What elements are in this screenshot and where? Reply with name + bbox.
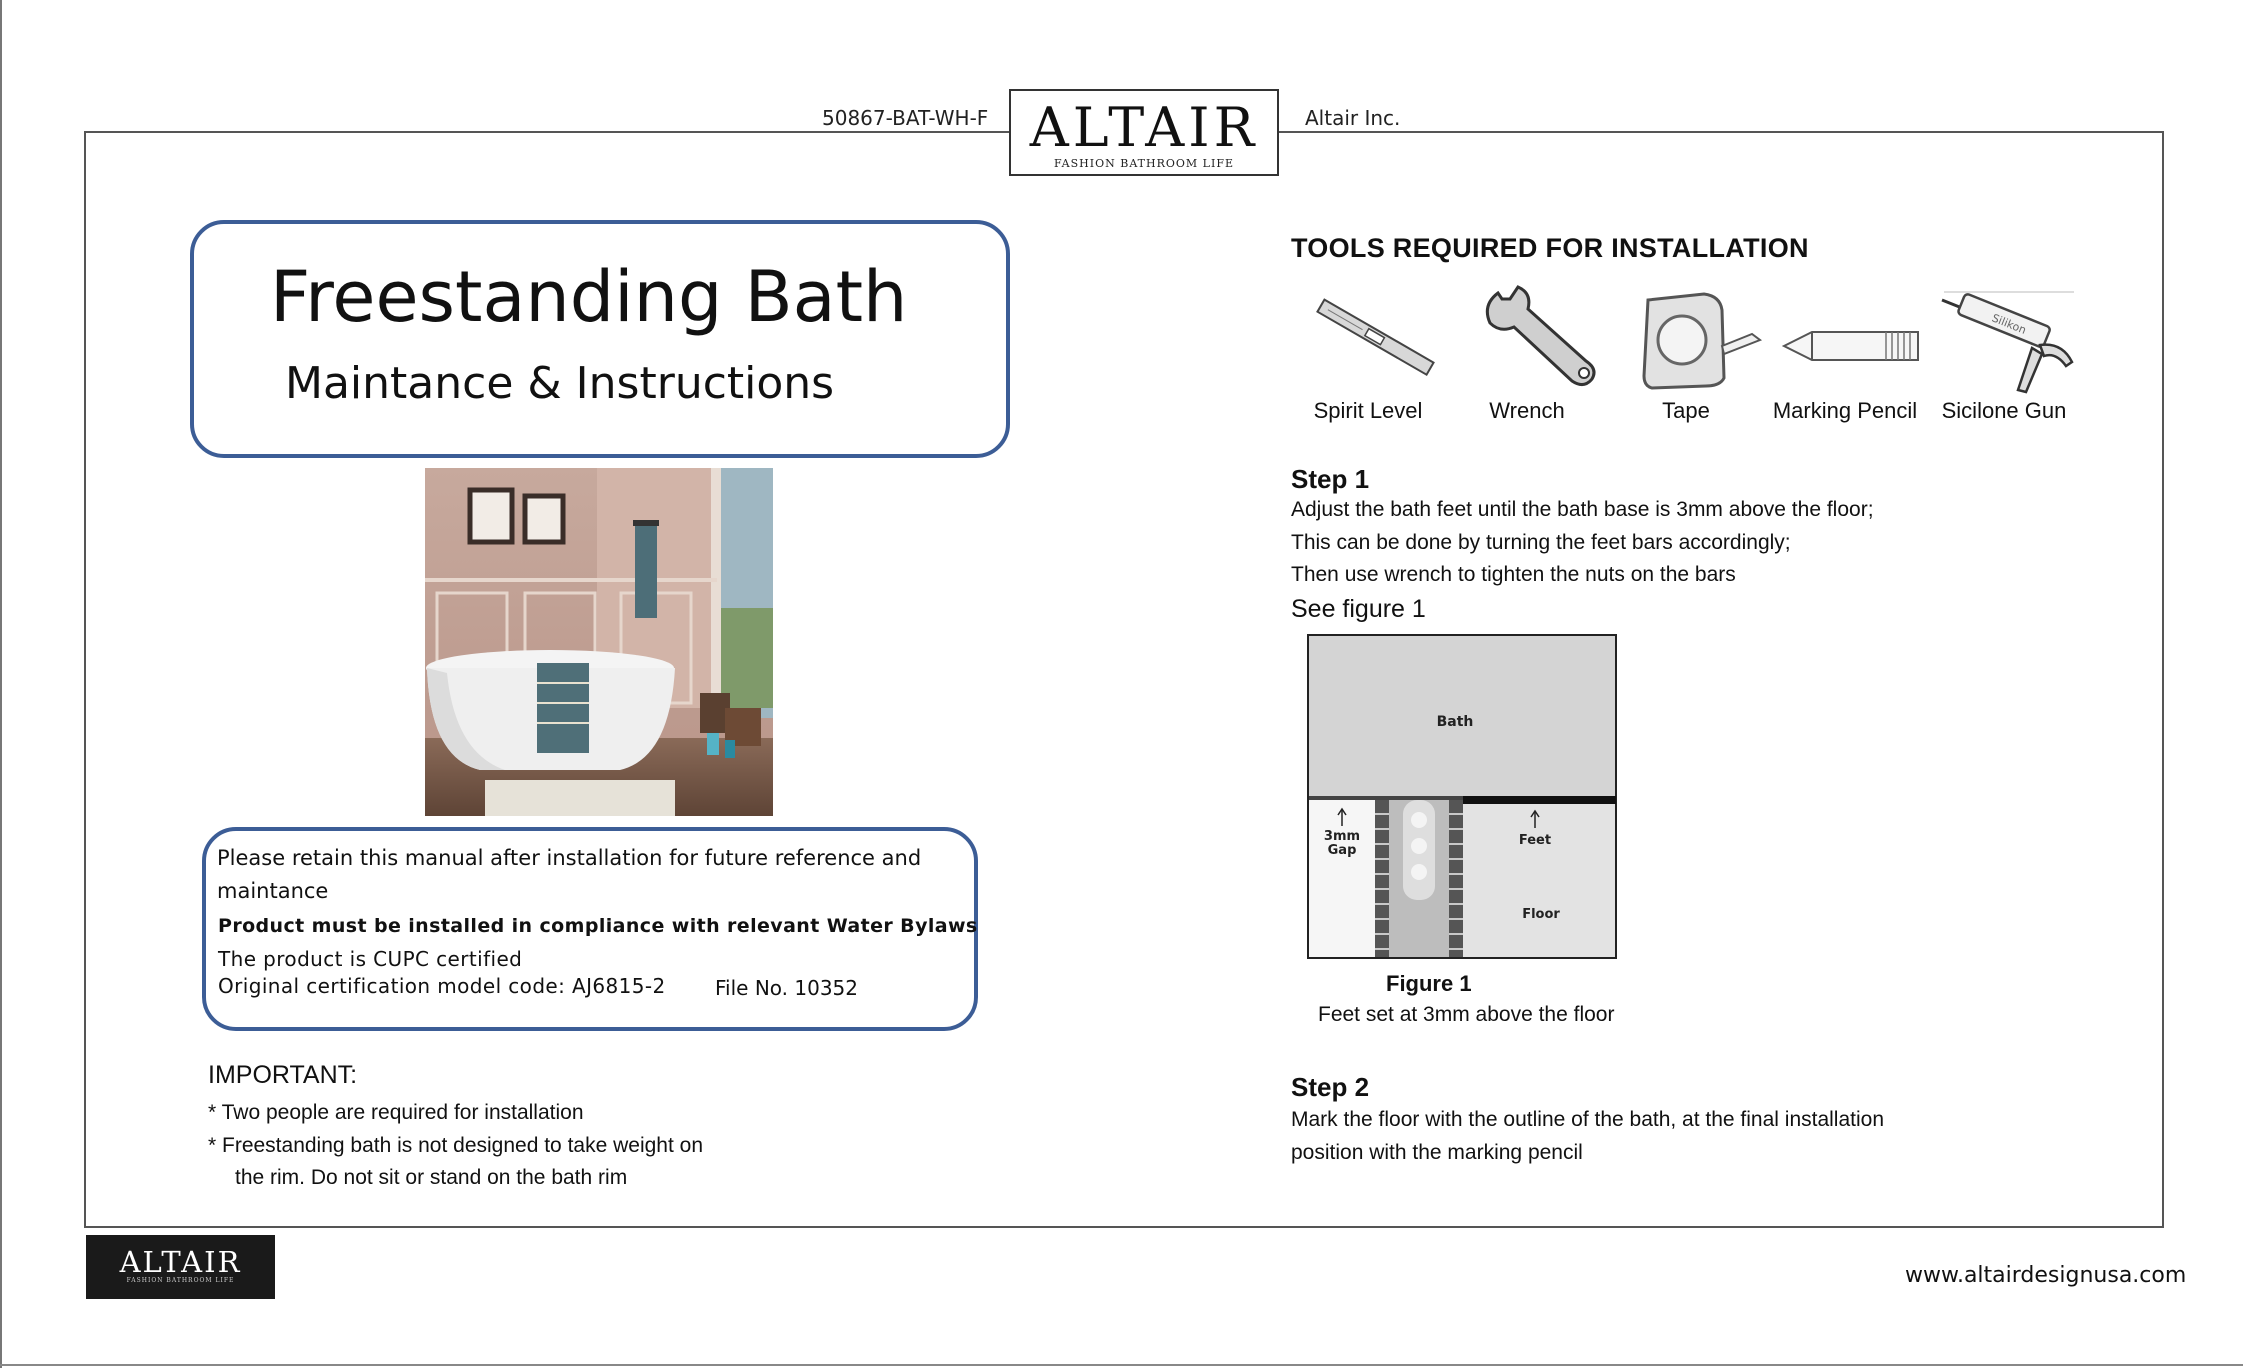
tool-label-silicone-gun: Sicilone Gun: [1941, 398, 2067, 423]
pencil-icon: [1782, 328, 1922, 369]
notice-compliance: Product must be installed in compliance with relevant Water Bylaws: [218, 915, 978, 937]
step2-line: Mark the floor with the outline of the bath, at the final installation: [1291, 1108, 1885, 1131]
step2-title: Step 2: [1291, 1072, 1370, 1102]
header-logo-tagline: FASHION BATHROOM LIFE: [1054, 157, 1234, 170]
step1-line: Adjust the bath feet until the bath base is 3mm above the floor;: [1291, 498, 1874, 521]
page-bottom-edge: [0, 1364, 2243, 1366]
header-logo: [1009, 89, 1279, 176]
notice-retain-line-2: maintance: [217, 879, 329, 903]
notice-model-code: Original certification model code: AJ6815-2: [218, 974, 666, 998]
step2-line: position with the marking pencil: [1291, 1141, 1583, 1164]
figure-label-feet: Feet: [1518, 833, 1552, 848]
footer-logo-word: ALTAIR: [119, 1245, 242, 1279]
notice-certified: The product is CUPC certified: [218, 947, 523, 971]
page-title: Freestanding Bath: [270, 256, 908, 338]
silicone-gun-icon: [1940, 290, 2080, 400]
spirit-level-icon: [1310, 298, 1440, 383]
tape-measure-icon: [1640, 290, 1765, 395]
figure-1-caption: Figure 1: [1386, 971, 1472, 996]
figure-1-description: Feet set at 3mm above the floor: [1318, 1003, 1615, 1026]
header-model-code: 50867-BAT-WH-F: [822, 106, 989, 130]
step1-line: This can be done by turning the feet bars accordingly;: [1291, 531, 1791, 554]
wrench-icon: [1480, 285, 1600, 395]
page-left-edge: [0, 0, 2, 1368]
step1-line: Then use wrench to tighten the nuts on the bars: [1291, 563, 1736, 586]
figure-label-3mm: 3mm: [1323, 829, 1361, 844]
figure-label-floor: Floor: [1522, 907, 1560, 922]
footer-logo: [86, 1235, 275, 1299]
tool-label-tape: Tape: [1662, 398, 1710, 423]
important-title: IMPORTANT:: [208, 1061, 358, 1089]
important-item: * Freestanding bath is not designed to take weight on: [208, 1134, 703, 1157]
figure-label-bath: Bath: [1436, 714, 1474, 730]
notice-file-no: File No. 10352: [715, 976, 859, 1000]
step1-title: Step 1: [1291, 464, 1370, 494]
silicone-tube-text: Silikon: [1989, 311, 2029, 337]
see-figure-1: See figure 1: [1291, 595, 1426, 623]
notice-retain-line-1: Please retain this manual after installation for future reference and: [217, 846, 922, 870]
header-logo-word: ALTAIR: [1029, 96, 1259, 159]
header-company: Altair Inc.: [1305, 106, 1401, 130]
tool-label-wrench: Wrench: [1489, 398, 1565, 423]
tool-label-marking-pencil: Marking Pencil: [1772, 398, 1918, 423]
tool-label-spirit-level: Spirit Level: [1313, 398, 1423, 423]
footer-logo-tagline: FASHION BATHROOM LIFE: [126, 1277, 235, 1284]
important-item: the rim. Do not sit or stand on the bath rim: [235, 1166, 628, 1189]
bathroom-photo: [425, 468, 773, 816]
figure-label-gap: Gap: [1327, 843, 1357, 858]
tools-title: TOOLS REQUIRED FOR INSTALLATION: [1291, 233, 1809, 263]
figure-1-diagram: [1307, 634, 1617, 959]
page-subtitle: Maintance & Instructions: [285, 358, 835, 409]
footer-website-link[interactable]: www.altairdesignusa.com: [1905, 1263, 2187, 1288]
important-item: * Two people are required for installation: [208, 1101, 584, 1124]
